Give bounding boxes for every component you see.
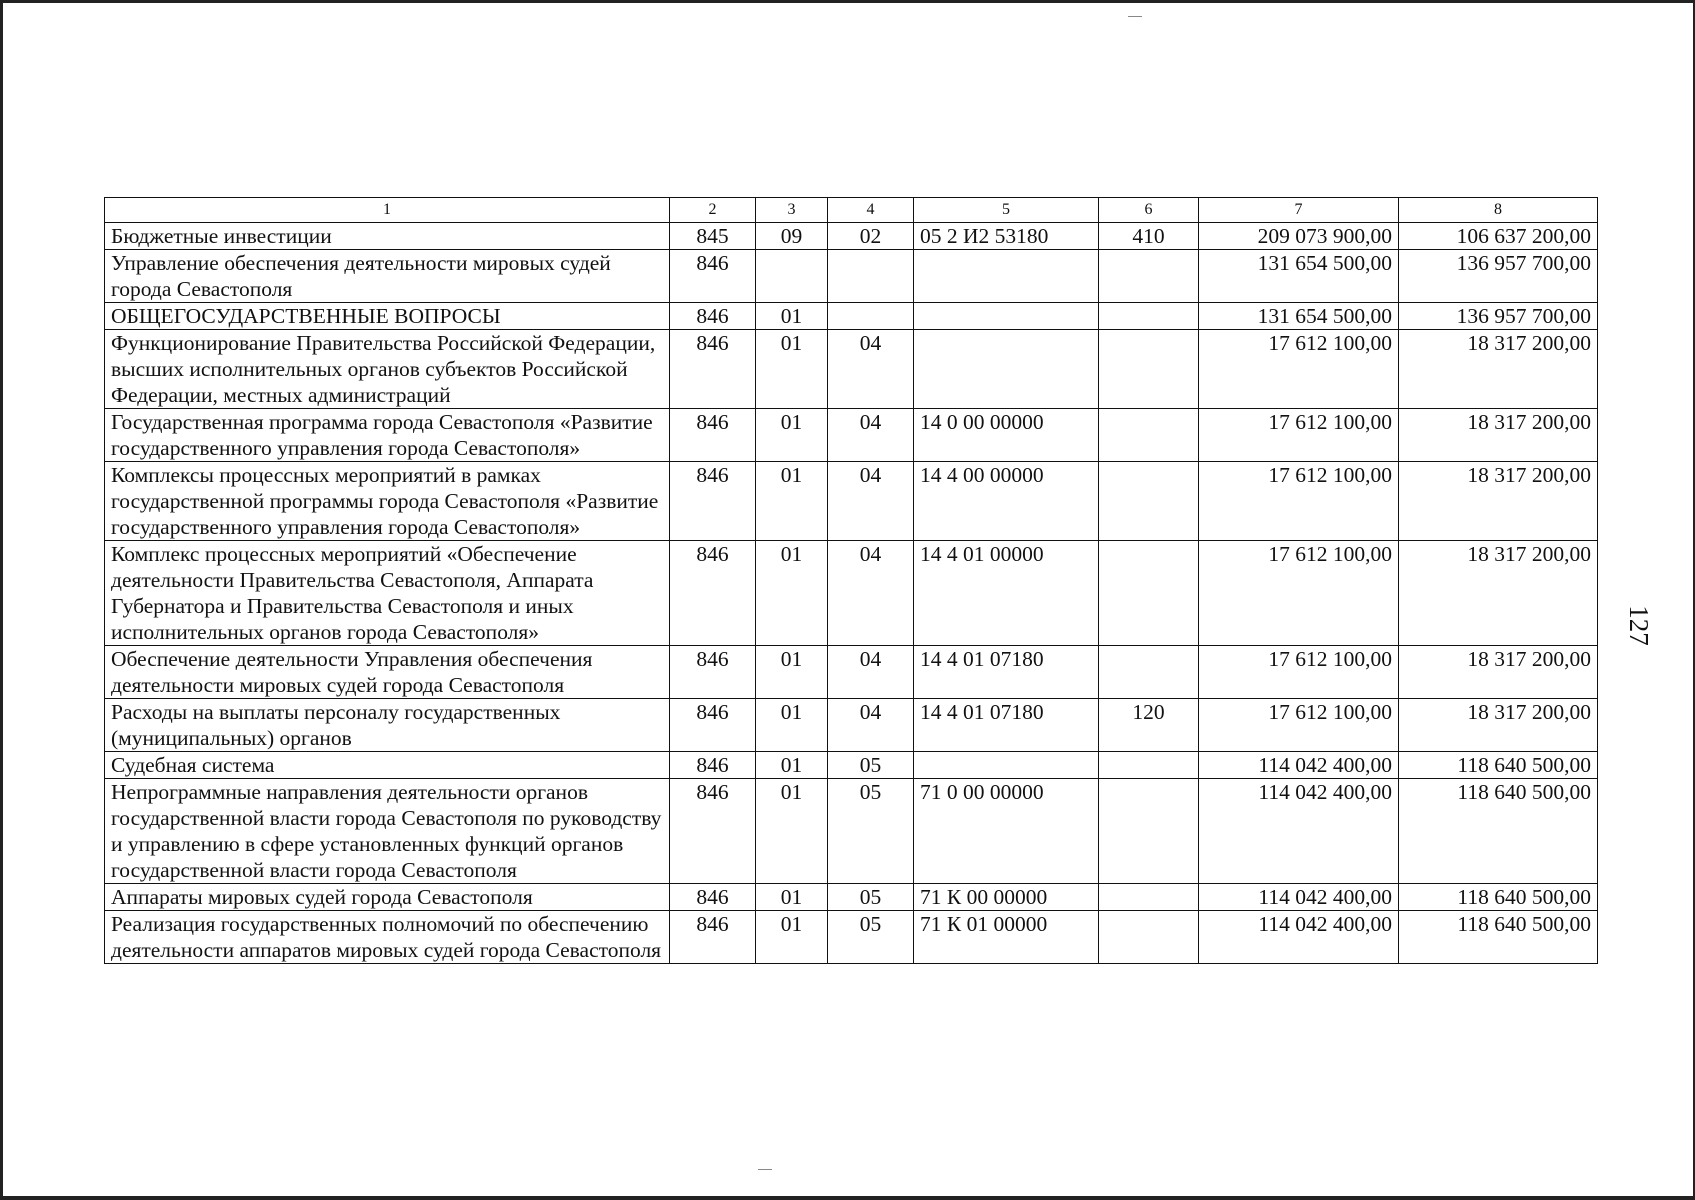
row-col-5: 14 4 01 07180: [914, 646, 1099, 699]
row-col-6: [1099, 330, 1199, 409]
row-col-4: [828, 303, 914, 330]
row-col-7: 114 042 400,00: [1199, 884, 1399, 911]
row-col-8: 18 317 200,00: [1399, 541, 1598, 646]
row-col-6: [1099, 303, 1199, 330]
row-col-8: 118 640 500,00: [1399, 779, 1598, 884]
page-number: 127: [1623, 605, 1654, 646]
row-col-6: [1099, 779, 1199, 884]
row-col-4: [828, 250, 914, 303]
row-col-5: 14 4 01 00000: [914, 541, 1099, 646]
row-col-7: 114 042 400,00: [1199, 779, 1399, 884]
row-col-4: 04: [828, 330, 914, 409]
table-row: [105, 752, 1598, 779]
row-name: Комплексы процессных мероприятий в рамках государственной программы города Севастополя «Развитие государственного управления города Севастополя»: [105, 462, 670, 541]
row-col-6: 410: [1099, 223, 1199, 250]
column-header-2: 2: [670, 198, 756, 223]
row-col-4: 05: [828, 752, 914, 779]
row-col-5: [914, 752, 1099, 779]
row-col-4: 04: [828, 462, 914, 541]
column-header-6: 6: [1099, 198, 1199, 223]
row-col-5: 71 0 00 00000: [914, 779, 1099, 884]
row-col-5: [914, 250, 1099, 303]
row-col-4: 05: [828, 911, 914, 964]
row-name: Обеспечение деятельности Управления обеспечения деятельности мировых судей города Севастополя: [105, 646, 670, 699]
row-name: Расходы на выплаты персоналу государственных (муниципальных) органов: [105, 699, 670, 752]
row-name: ОБЩЕГОСУДАРСТВЕННЫЕ ВОПРОСЫ: [105, 303, 670, 330]
row-col-4: 05: [828, 779, 914, 884]
row-col-7: 17 612 100,00: [1199, 541, 1399, 646]
row-col-6: [1099, 462, 1199, 541]
row-col-5: 14 4 01 07180: [914, 699, 1099, 752]
row-name: Бюджетные инвестиции: [105, 223, 670, 250]
row-col-8: 106 637 200,00: [1399, 223, 1598, 250]
budget-table: [104, 197, 1598, 964]
header-row: [105, 198, 1598, 223]
row-name: Реализация государственных полномочий по обеспечению деятельности аппаратов мировых судей города Севастополя: [105, 911, 670, 964]
table-row: [105, 223, 1598, 250]
table-row: [105, 911, 1598, 964]
scan-speck: [1128, 16, 1142, 17]
table-row: [105, 409, 1598, 462]
row-col-5: [914, 330, 1099, 409]
row-col-8: 18 317 200,00: [1399, 699, 1598, 752]
row-col-2: 846: [670, 250, 756, 303]
row-col-8: 18 317 200,00: [1399, 462, 1598, 541]
table-row: [105, 541, 1598, 646]
row-col-7: 114 042 400,00: [1199, 752, 1399, 779]
row-col-5: 05 2 И2 53180: [914, 223, 1099, 250]
row-col-4: 05: [828, 884, 914, 911]
row-col-5: 71 К 00 00000: [914, 884, 1099, 911]
table-row: [105, 303, 1598, 330]
row-col-4: 04: [828, 409, 914, 462]
column-header-5: 5: [914, 198, 1099, 223]
row-col-4: 04: [828, 541, 914, 646]
column-header-4: 4: [828, 198, 914, 223]
row-col-7: 131 654 500,00: [1199, 303, 1399, 330]
row-col-3: 01: [756, 303, 828, 330]
row-col-3: 01: [756, 699, 828, 752]
row-name: Государственная программа города Севастополя «Развитие государственного управления города Севастополя»: [105, 409, 670, 462]
row-col-6: [1099, 911, 1199, 964]
row-col-2: 846: [670, 303, 756, 330]
row-col-3: 01: [756, 646, 828, 699]
table-row: [105, 646, 1598, 699]
row-col-8: 118 640 500,00: [1399, 911, 1598, 964]
row-col-7: 17 612 100,00: [1199, 330, 1399, 409]
row-col-7: 114 042 400,00: [1199, 911, 1399, 964]
row-col-3: 01: [756, 330, 828, 409]
row-col-6: [1099, 250, 1199, 303]
row-name: Судебная система: [105, 752, 670, 779]
row-col-2: 846: [670, 330, 756, 409]
table-row: [105, 699, 1598, 752]
row-col-5: 71 К 01 00000: [914, 911, 1099, 964]
scan-border-left: [0, 0, 3, 1200]
row-col-8: 118 640 500,00: [1399, 884, 1598, 911]
row-name: Управление обеспечения деятельности мировых судей города Севастополя: [105, 250, 670, 303]
row-col-3: [756, 250, 828, 303]
row-name: Комплекс процессных мероприятий «Обеспечение деятельности Правительства Севастополя, Аппарата Губернатора и Правительства Севастополя и иных исполнительных органов города Севастополя»: [105, 541, 670, 646]
row-name: Функционирование Правительства Российской Федерации, высших исполнительных органов субъектов Российской Федерации, местных администраций: [105, 330, 670, 409]
table-row: [105, 462, 1598, 541]
row-col-2: 846: [670, 462, 756, 541]
row-col-7: 17 612 100,00: [1199, 462, 1399, 541]
row-col-3: 01: [756, 752, 828, 779]
row-col-6: 120: [1099, 699, 1199, 752]
row-col-8: 118 640 500,00: [1399, 752, 1598, 779]
row-col-3: 01: [756, 409, 828, 462]
column-header-3: 3: [756, 198, 828, 223]
row-col-3: 01: [756, 541, 828, 646]
row-col-5: 14 0 00 00000: [914, 409, 1099, 462]
table-row: [105, 250, 1598, 303]
table-row: [105, 330, 1598, 409]
row-col-3: 09: [756, 223, 828, 250]
row-col-2: 846: [670, 646, 756, 699]
column-header-1: 1: [105, 198, 670, 223]
row-col-2: 845: [670, 223, 756, 250]
table-body: [105, 223, 1598, 964]
scan-border-top: [0, 0, 1695, 3]
row-col-7: 17 612 100,00: [1199, 646, 1399, 699]
row-col-8: 18 317 200,00: [1399, 646, 1598, 699]
row-col-2: 846: [670, 779, 756, 884]
row-col-6: [1099, 752, 1199, 779]
row-col-7: 131 654 500,00: [1199, 250, 1399, 303]
row-col-7: 17 612 100,00: [1199, 699, 1399, 752]
row-col-8: 136 957 700,00: [1399, 303, 1598, 330]
scan-border-bottom: [0, 1196, 1695, 1200]
row-col-5: [914, 303, 1099, 330]
row-col-2: 846: [670, 409, 756, 462]
table-header: [105, 198, 1598, 223]
row-col-5: 14 4 00 00000: [914, 462, 1099, 541]
row-col-8: 136 957 700,00: [1399, 250, 1598, 303]
row-col-4: 02: [828, 223, 914, 250]
column-header-7: 7: [1199, 198, 1399, 223]
column-header-8: 8: [1399, 198, 1598, 223]
table-row: [105, 779, 1598, 884]
table-row: [105, 884, 1598, 911]
row-col-3: 01: [756, 779, 828, 884]
row-name: Непрограммные направления деятельности органов государственной власти города Севастополя по руководству и управлению в сфере установленных функций органов государственной власти города Севастополя: [105, 779, 670, 884]
row-col-3: 01: [756, 911, 828, 964]
row-col-2: 846: [670, 884, 756, 911]
row-col-8: 18 317 200,00: [1399, 330, 1598, 409]
row-col-2: 846: [670, 911, 756, 964]
row-col-2: 846: [670, 541, 756, 646]
row-col-2: 846: [670, 699, 756, 752]
row-col-7: 209 073 900,00: [1199, 223, 1399, 250]
row-col-4: 04: [828, 646, 914, 699]
row-col-8: 18 317 200,00: [1399, 409, 1598, 462]
row-col-6: [1099, 409, 1199, 462]
row-col-3: 01: [756, 462, 828, 541]
row-col-7: 17 612 100,00: [1199, 409, 1399, 462]
row-col-3: 01: [756, 884, 828, 911]
row-col-4: 04: [828, 699, 914, 752]
row-col-6: [1099, 884, 1199, 911]
row-col-2: 846: [670, 752, 756, 779]
row-col-6: [1099, 646, 1199, 699]
row-name: Аппараты мировых судей города Севастополя: [105, 884, 670, 911]
row-col-6: [1099, 541, 1199, 646]
scan-speck: [758, 1169, 772, 1170]
